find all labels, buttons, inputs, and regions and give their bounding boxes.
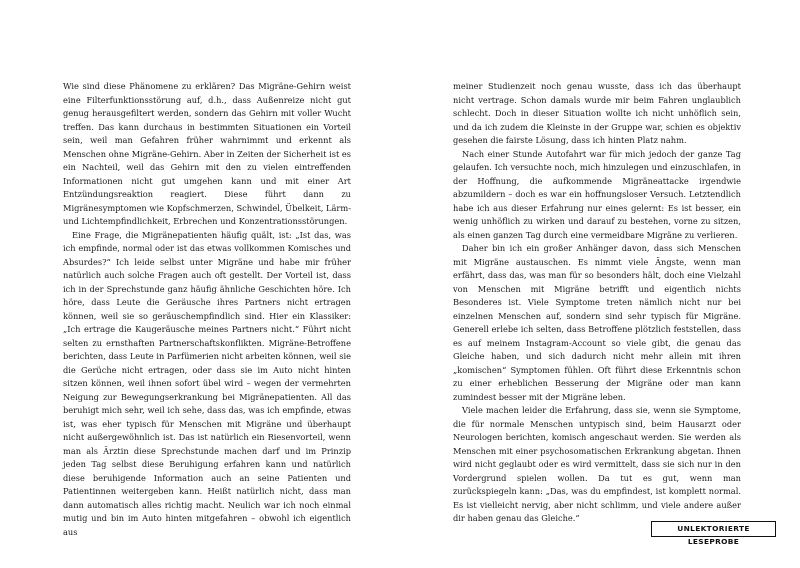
right-paragraph-2: Nach einer Stunde Autofahrt war für mich jedoch der ganze Tag gelaufen. Ich versuchte noch, mich hinzulegen und einzuschlafen, in der Hoffnung, die aufkommende Migräneattacke irgendwie abzumildern – doch es war ein hoffnungsloser Versuch. Letztendlich habe ich aus dieser Erfahrung nur eines gelernt: Es ist besser, ein wenig unhöflich zu wirken und darauf zu bestehen, vorne zu sitzen, als einen ganzen Tag durch eine vermeidbare Migräne zu verlieren. — [453, 148, 741, 240]
right-paragraph-1: meiner Studienzeit noch genau wusste, dass ich das überhaupt nicht vertrage. Schon damals wurde mir beim Fahren unglaublich schlecht. Doch in dieser Situation wollte ich nicht unhöflich sein, und da ich zudem die Kleinste in der Gruppe war, schien es objektiv gesehen die fairste Lösung, dass ich hinten Platz nahm. — [453, 81, 741, 145]
right-paragraph-3: Daher bin ich ein großer Anhänger davon, dass sich Menschen mit Migräne austauschen. Es nimmt viele Ängste, wenn man erfährt, dass das, was man für so besonders hält, doch eine Vielzahl von Menschen mit Migräne betrifft und eigentlich nichts Besonderes ist. Viele Symptome treten nämlich nicht nur bei einzelnen Menschen auf, sondern sind sehr typisch für Migräne. Generell erlebe ich selten, dass Betroffene plötzlich feststellen, dass es auf meinem Instagram-Account so viele gibt, die genau das Gleiche haben, und sich dadurch nicht mehr allein mit ihren „komischen“ Symptomen fühlen. Oft führt diese Erkenntnis schon zu einer erheblichen Besserung der Migräne oder man kann zumindest besser mit der Migräne leben. — [453, 243, 741, 402]
left-paragraph-1: Wie sind diese Phänomene zu erklären? Das Migräne-Gehirn weist eine Filterfunktionsstörung auf, d.h., dass Außenreize nicht gut genug herausgefiltert werden, sondern das Gehirn mit voller Wucht treffen. Das kann durchaus in bestimmten Situationen ein Vorteil sein, weil man Gefahren früher wahrnimmt und erkennt als Menschen ohne Migräne-Gehirn. Aber in Zeiten der Sicherheit ist es ein Nachteil, weil das Gehirn mit den zu vielen eintreffenden Informationen nicht gut umgehen kann und mit einer Art Entzündungsreaktion reagiert. Diese führt dann zu Migränesymptomen wie Kopfschmerzen, Schwindel, Übelkeit, Lärm- und Lichtempfindlichkeit, Erbrechen und Konzentrationsstörungen. — [63, 81, 351, 226]
left-paragraph-2: Eine Frage, die Migränepatienten häufig quält, ist: „Ist das, was ich empfinde, normal oder ist das etwas vollkommen Komisches und Absurdes?“ Ich leide selbst unter Migräne und habe mir früher natürlich auch solche Fragen auch oft gestellt. Der Vorteil ist, dass ich in der Sprechstunde ganz häufig ähnliche Geschichten höre. Ich höre, dass Leute die Geräusche ihres Partners nicht ertragen können, weil sie so geräuschempfindlich sind. Hier ein Klassiker: „Ich ertrage die Kaugeräusche meines Partners nicht.“ Führt nicht selten zu ernsthaften Partnerschaftskonflikten. Migräne-Betroffene berichten, dass Leute in Parfümerien nicht arbeiten können, weil sie die Gerüche nicht ertragen, oder dass sie im Auto nicht hinten sitzen können, weil ihnen sofort übel wird – wegen der vermehrten Neigung zur Bewegungserkrankung bei Migränepatienten. All das beruhigt mich sehr, weil ich sehe, dass das, was ich empfinde, etwas ist, was eher typisch für Menschen mit Migräne und überhaupt nicht außergewöhnlich ist. Das ist natürlich ein Riesenvorteil, wenn man als Ärztin diese Sprechstunde machen darf und im Prinzip jeden Tag selbst diese Beruhigung erfahren kann und natürlich diese beruhigende Information auch an seine Patienten und Patientinnen weitergeben kann. Heißt natürlich nicht, dass man dann automatisch alles richtig macht. Neulich war ich noch einmal mutig und bin im Auto hinten mitgefahren – obwohl ich eigentlich aus — [63, 229, 351, 537]
right-page — [453, 80, 741, 526]
right-paragraph-4: Viele machen leider die Erfahrung, dass sie, wenn sie Symptome, die für normale Menschen untypisch sind, beim Hausarzt oder Neurologen berichten, komisch angeschaut werden. Sie werden als Menschen mit einer psychosomatischen Erkrankung abgetan. Ihnen wird nicht geglaubt oder es wird vermittelt, dass sie sich nur in den Vordergrund spielen wollen. Da tut es gut, wenn man zurückspiegeln kann: „Das, was du empfindest, ist komplett normal. Es ist vielleicht nervig, aber nicht schlimm, und viele andere außer dir haben genau das Gleiche.“ — [453, 405, 741, 523]
proof-copy-stamp: UNLEKTORIERTE LESEPROBE — [651, 521, 776, 537]
left-page — [63, 80, 351, 539]
